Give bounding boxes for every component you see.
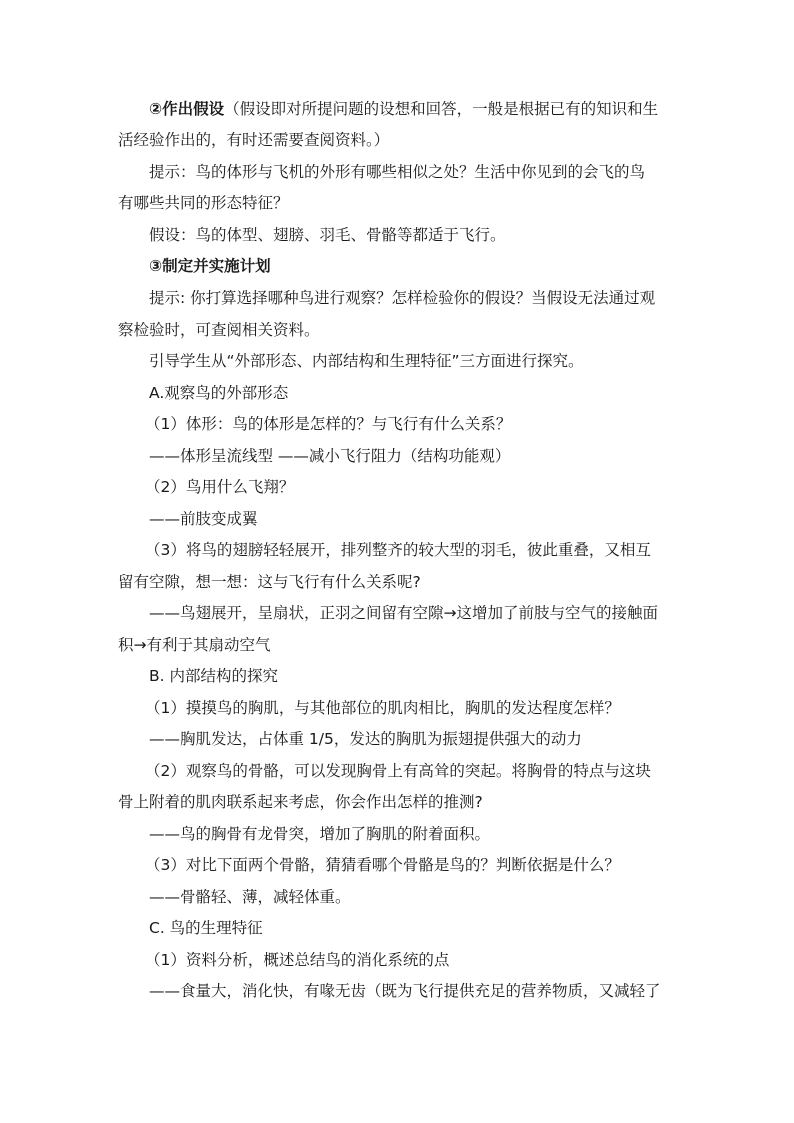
section-heading: ③制定并实施计划	[149, 257, 271, 275]
text-line: ——前肢变成翼	[149, 510, 258, 528]
text-line: ——食量大，消化快，有喙无齿（既为飞行提供充足的营养物质，又减轻了	[149, 982, 661, 1000]
text-line: 提示：鸟的体形与飞机的外形有哪些相似之处？生活中你见到的会飞的鸟	[149, 163, 646, 181]
text-line: ——骨骼轻、薄，减轻体重。	[149, 888, 351, 906]
text-line: 引导学生从“外部形态、内部结构和生理特征”三方面进行探究。	[149, 352, 584, 370]
text-line: 骨上附着的肌肉联系起来考虑，你会作出怎样的推测?	[118, 793, 483, 811]
text-line: （3）将鸟的翅膀轻轻展开，排列整齐的较大型的羽毛，彼此重叠，又相互	[145, 541, 651, 559]
section-heading: ②作出假设	[149, 100, 225, 118]
text-line: ——鸟翅展开，呈扇状，正羽之间留有空隙→这增加了前肢与空气的接触面	[149, 604, 658, 622]
subsection-heading: A.观察鸟的外部形态	[149, 384, 289, 402]
text-line: （3）对比下面两个骨骼，猜猜看哪个骨骼是鸟的？判断依据是什么？	[145, 856, 620, 874]
text-line: ——胸肌发达，占体重 1/5，发达的胸肌为振翅提供强大的动力	[149, 730, 582, 748]
text-line: （1）摸摸鸟的胸肌，与其他部位的肌肉相比，胸肌的发达程度怎样？	[145, 699, 620, 717]
text-line: 察检验时，可查阅相关资料。	[118, 321, 320, 339]
text-line: ——体形呈流线型 ——减小飞行阻力（结构功能观）	[149, 447, 511, 465]
text-line: 留有空隙，想一想：这与飞行有什么关系呢?	[118, 573, 421, 591]
text-line: 假设：鸟的体型、翅膀、羽毛、骨骼等都适于飞行。	[149, 226, 506, 244]
subsection-heading: C. 鸟的生理特征	[149, 919, 263, 937]
text-line: 积→有利于其扇动空气	[118, 636, 271, 654]
subsection-heading: B. 内部结构的探究	[149, 667, 278, 685]
text-line: （1）体形：鸟的体形是怎样的？与飞行有什么关系？	[145, 415, 512, 433]
text-line: ②作出假设（假设即对所提问题的设想和回答，一般是根据已有的知识和生	[149, 100, 659, 118]
text-line: 活经验作出的，有时还需要查阅资料。）	[118, 131, 390, 149]
text-line: （1）资料分析，概述总结鸟的消化系统的点	[145, 951, 450, 969]
text-line: ——鸟的胸骨有龙骨突，增加了胸肌的附着面积。	[149, 825, 491, 843]
text-line: 提示: 你打算选择哪种鸟进行观察？怎样检验你的假设？当假设无法通过观	[149, 289, 656, 307]
text-line: （2）观察鸟的骨骼，可以发现胸骨上有高耸的突起。将胸骨的特点与这块	[145, 762, 651, 780]
text-line: 有哪些共同的形态特征？	[118, 194, 289, 212]
text-line: （2）鸟用什么飞翔？	[145, 478, 295, 496]
